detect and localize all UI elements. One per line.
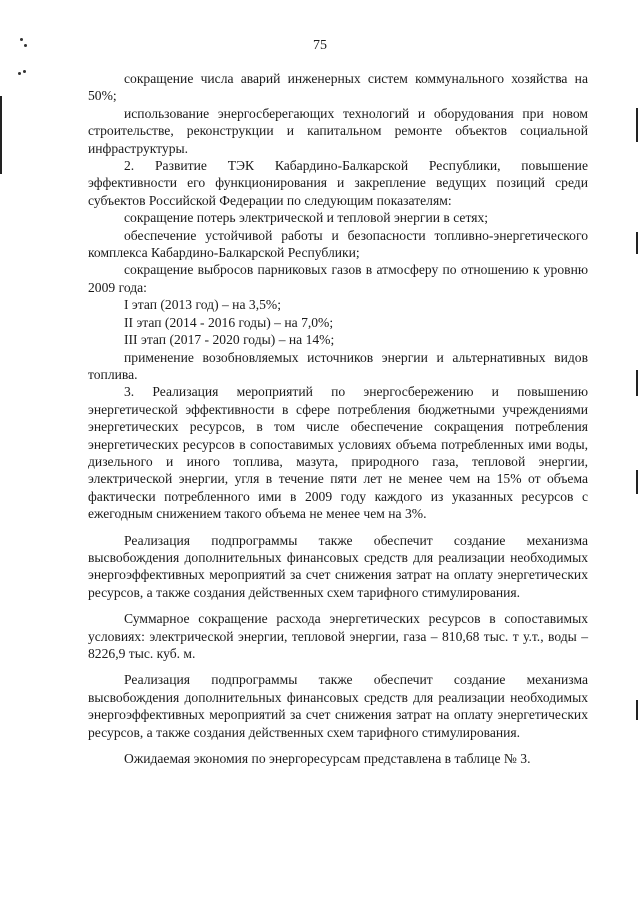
paragraph: III этап (2017 - 2020 годы) – на 14%;	[124, 332, 335, 348]
paragraph: обеспечение устойчивой работы и безопасности топливно-энергетического комплекса Кабардино-Балкарской Республики;	[88, 227, 588, 261]
scan-edge-mark	[636, 232, 638, 254]
paragraph: сокращение числа аварий инженерных систем коммунального хозяйства на 50%;	[88, 71, 588, 104]
scan-edge-mark	[636, 470, 638, 494]
paragraph: Реализация подпрограммы также обеспечит создание механизма высвобождения дополнительных финансовых средств для реализации необходимых энергоэффективных мероприятий за счет снижения затрат на оплату энергетических ресурсов, а также создания действенных схем тарифного стимулирования.	[88, 672, 588, 740]
scan-speck	[18, 72, 21, 75]
paragraph: Суммарное сокращение расхода энергетических ресурсов в сопоставимых условиях: электрической энергии, тепловой энергии, газа – 810,68 тыс. т у.т., воды – 8226,9 тыс. куб. м.	[88, 611, 588, 661]
paragraph: 2. Развитие ТЭК Кабардино-Балкарской Республики, повышение эффективности его функционирования и закрепление ведущих позиций среди субъектов Российской Федерации по следующим показателям:	[88, 158, 588, 208]
paragraph: Ожидаемая экономия по энергоресурсам представлена в таблице № 3.	[124, 751, 531, 767]
paragraph: использование энергосберегающих технологий и оборудования при новом строительстве, реконструкции и капитальном ремонте объектов социальной инфраструктуры.	[88, 105, 588, 156]
scan-edge-mark	[636, 108, 638, 142]
page-number: 75	[313, 38, 327, 53]
paragraph: сокращение выбросов парниковых газов в атмосферу по отношению к уровню 2009 года:	[88, 262, 588, 295]
scan-edge-mark	[636, 700, 638, 720]
paragraph: II этап (2014 - 2016 годы) – на 7,0%;	[124, 314, 334, 330]
paragraph: применение возобновляемых источников энергии и альтернативных видов топлива.	[88, 349, 588, 382]
scan-edge-mark	[636, 370, 638, 396]
paragraph: I этап (2013 год) – на 3,5%;	[124, 297, 281, 313]
paragraph: 3. Реализация мероприятий по энергосбережению и повышению энергетической эффективности в сфере потребления бюджетными учреждениями энергетических ресурсов, в том числе обеспечение сокращения потребления энергетических ресурсов в сопоставимых условиях объема потребленных ими воды, дизельного и иного топлива, мазута, природного газа, тепловой энергии, электрической энергии, угля в течение пяти лет не менее чем на 15% от объема фактически потребленного ими в 2009 году каждого из указанных ресурсов с ежегодным снижением такого объема не менее чем на 3%.	[88, 384, 588, 522]
scan-speck	[23, 70, 26, 73]
paragraph: сокращение потерь электрической и тепловой энергии в сетях;	[124, 210, 489, 226]
scan-edge-mark	[0, 96, 2, 174]
paragraph: Реализация подпрограммы также обеспечит создание механизма высвобождения дополнительных финансовых средств для реализации необходимых энергоэффективных мероприятий за счет снижения затрат на оплату энергетических ресурсов, а также создания действенных схем тарифного стимулирования.	[88, 532, 588, 600]
document-body	[88, 70, 588, 767]
